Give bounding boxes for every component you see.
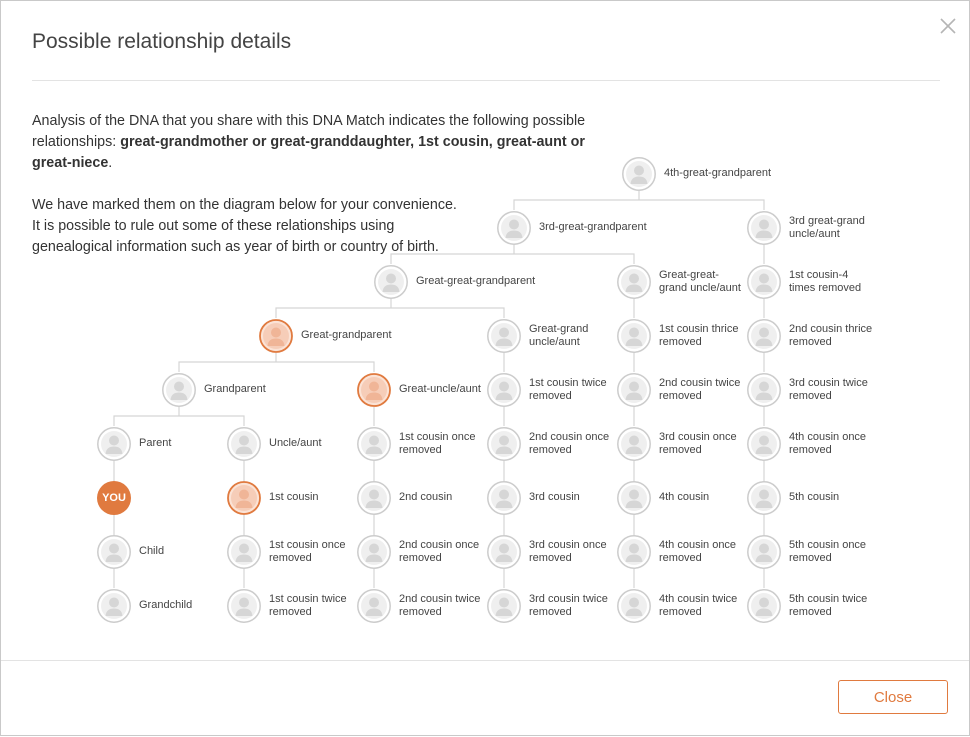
label-line-2: uncle/aunt (529, 336, 580, 348)
label-line-1: 1st cousin once (269, 539, 346, 551)
person-node (617, 265, 651, 299)
label-line-1: Child (139, 545, 165, 557)
relationship-label (399, 383, 481, 396)
person-icon (259, 319, 293, 353)
person-icon (227, 589, 261, 623)
possible-relationships: great-grandmother or great-granddaughter, 1st cousin, great-aunt or great-niece (32, 134, 585, 171)
person-node (357, 535, 391, 569)
person-icon (487, 427, 521, 461)
label-line-2: removed (529, 606, 572, 618)
relationship-label (204, 383, 266, 396)
person-node (617, 427, 651, 461)
relationship-label (659, 593, 737, 619)
relationship-label (659, 323, 738, 349)
label-line-2: removed (789, 552, 832, 564)
relationship-label (659, 431, 737, 457)
label-line-2: removed (659, 336, 702, 348)
label-line-1: 2nd cousin twice (659, 377, 741, 389)
label-line-1: Uncle/aunt (269, 437, 322, 449)
person-icon (617, 265, 651, 299)
person-node (617, 319, 651, 353)
relationship-label (789, 539, 866, 565)
person-icon (374, 265, 408, 299)
label-line-2: removed (789, 606, 832, 618)
label-line-1: 2nd cousin (399, 491, 453, 503)
relationship-label (529, 431, 609, 457)
person-icon (487, 481, 521, 515)
label-line-2: times removed (789, 282, 862, 294)
relationship-label (659, 491, 709, 504)
label-line-1: 5th cousin (789, 491, 840, 503)
label-line-1: 4th cousin twice (659, 593, 738, 605)
person-node (357, 427, 391, 461)
relationship-label (529, 539, 607, 565)
person-icon (747, 373, 781, 407)
highlighted-person-node (357, 373, 391, 407)
person-node (97, 535, 131, 569)
person-icon (617, 535, 651, 569)
label-line-2: removed (399, 606, 442, 618)
person-node (747, 589, 781, 623)
relationship-label (789, 593, 867, 619)
person-node (622, 157, 656, 191)
person-icon (97, 535, 131, 569)
person-icon (227, 481, 261, 515)
relationship-label (139, 437, 171, 450)
person-icon (747, 319, 781, 353)
label-line-1: 3rd cousin (529, 491, 580, 503)
person-node (357, 589, 391, 623)
person-icon (747, 481, 781, 515)
label-line-1: 1st cousin (269, 491, 319, 503)
person-node (487, 373, 521, 407)
person-icon (162, 373, 196, 407)
label-line-1: 2nd cousin once (399, 539, 480, 551)
label-line-2: removed (659, 444, 702, 456)
person-node (747, 535, 781, 569)
relationship-label (789, 491, 839, 504)
person-icon (747, 265, 781, 299)
label-line-1: Grandparent (204, 383, 266, 395)
relationship-label (399, 431, 475, 457)
person-icon (357, 589, 391, 623)
label-line-1: Great-great-grandparent (416, 275, 536, 287)
label-line-1: Parent (139, 437, 172, 449)
person-node (617, 589, 651, 623)
label-line-1: 3rd-great-grandparent (539, 221, 647, 233)
person-icon (357, 535, 391, 569)
relationship-label (529, 593, 608, 619)
person-node (617, 535, 651, 569)
relationship-label (301, 329, 392, 342)
close-button[interactable]: Close (838, 680, 948, 714)
label-line-2: removed (659, 606, 702, 618)
person-icon (487, 373, 521, 407)
relationship-label (789, 215, 865, 241)
person-icon (617, 319, 651, 353)
relationship-label (659, 269, 741, 295)
label-line-1: 3rd cousin once (529, 539, 607, 551)
relationship-label (399, 593, 480, 619)
person-node (374, 265, 408, 299)
relationship-label (399, 539, 479, 565)
label-line-1: Great-grand (529, 323, 589, 335)
person-icon (227, 535, 261, 569)
intro-suffix: . (108, 155, 113, 171)
label-line-2: removed (399, 552, 442, 564)
label-line-2: removed (529, 390, 572, 402)
relationship-label (269, 593, 347, 619)
person-node (747, 211, 781, 245)
intro-prefix: Analysis of the DNA that you share with this DNA Match indicates the following possible relationships: (32, 113, 586, 150)
person-icon (617, 373, 651, 407)
relationship-tree (1, 1, 970, 737)
relationship-label (529, 491, 580, 504)
footer-divider (1, 660, 969, 661)
person-node (497, 211, 531, 245)
label-line-1: Great-great- (659, 269, 719, 281)
label-line-2: removed (529, 444, 572, 456)
label-line-1: 2nd cousin twice (399, 593, 481, 605)
person-node (227, 427, 261, 461)
label-line-2: removed (659, 552, 702, 564)
relationship-label (529, 377, 607, 403)
person-node (487, 589, 521, 623)
highlighted-person-node (227, 481, 261, 515)
person-icon (497, 211, 531, 245)
label-line-1: Grandchild (139, 599, 193, 611)
person-icon (747, 427, 781, 461)
relationship-label (529, 323, 588, 349)
relationship-label (789, 323, 872, 349)
relationship-label (139, 599, 192, 612)
you-node: YOU (97, 481, 131, 515)
person-icon (487, 319, 521, 353)
person-icon (97, 427, 131, 461)
person-node (97, 427, 131, 461)
label-line-1: 3rd cousin once (659, 431, 737, 443)
person-icon (357, 373, 391, 407)
relationship-label (269, 437, 322, 450)
person-node (487, 481, 521, 515)
person-icon (747, 535, 781, 569)
label-line-1: 3rd great-grand (789, 215, 865, 227)
person-icon (97, 589, 131, 623)
person-icon (617, 481, 651, 515)
label-line-2: removed (269, 606, 312, 618)
person-icon (227, 427, 261, 461)
person-node (747, 373, 781, 407)
highlighted-person-node (259, 319, 293, 353)
person-node (487, 427, 521, 461)
label-line-2: removed (659, 390, 702, 402)
label-line-1: Great-uncle/aunt (399, 383, 481, 395)
relationship-label (664, 167, 771, 180)
person-icon (747, 211, 781, 245)
person-icon (622, 157, 656, 191)
label-line-1: 1st cousin twice (529, 377, 607, 389)
relationship-label (269, 539, 345, 565)
label-line-2: grand uncle/aunt (659, 282, 741, 294)
label-line-2: uncle/aunt (789, 228, 840, 240)
person-node (227, 535, 261, 569)
label-line-1: 2nd cousin thrice (789, 323, 873, 335)
person-icon (357, 427, 391, 461)
person-icon (357, 481, 391, 515)
relationship-label (399, 491, 452, 504)
person-node (487, 319, 521, 353)
label-line-2: removed (789, 444, 832, 456)
person-node (747, 319, 781, 353)
person-node (747, 481, 781, 515)
person-icon (617, 589, 651, 623)
relationship-label (659, 377, 740, 403)
label-line-2: removed (399, 444, 442, 456)
person-node (227, 589, 261, 623)
label-line-2: removed (529, 552, 572, 564)
label-line-2: removed (789, 390, 832, 402)
label-line-2: removed (269, 552, 312, 564)
label-line-1: 1st cousin thrice (659, 323, 739, 335)
label-line-2: removed (789, 336, 832, 348)
label-line-1: 1st cousin-4 (789, 269, 849, 281)
person-icon (487, 535, 521, 569)
dialog-title: Possible relationship details (32, 30, 292, 53)
person-node (487, 535, 521, 569)
label-line-1: Great-grandparent (301, 329, 392, 341)
relationship-label (539, 221, 647, 234)
label-line-1: 2nd cousin once (529, 431, 610, 443)
label-line-1: 3rd cousin twice (529, 593, 608, 605)
relationship-label (139, 545, 164, 558)
person-icon (747, 589, 781, 623)
label-line-1: 4th cousin once (789, 431, 867, 443)
relationship-label (269, 491, 319, 504)
person-node (617, 481, 651, 515)
label-line-1: 1st cousin once (399, 431, 476, 443)
label-line-1: 4th cousin once (659, 539, 737, 551)
label-line-1: 3rd cousin twice (789, 377, 868, 389)
relationship-label (789, 431, 866, 457)
label-line-1: 4th cousin (659, 491, 710, 503)
person-node (357, 481, 391, 515)
person-node (617, 373, 651, 407)
person-node (97, 589, 131, 623)
relationship-label (789, 377, 868, 403)
person-icon (617, 427, 651, 461)
person-node (747, 427, 781, 461)
relationship-label (789, 269, 861, 295)
person-node (162, 373, 196, 407)
label-line-1: 5th cousin twice (789, 593, 868, 605)
label-line-1: 1st cousin twice (269, 593, 347, 605)
relationship-label (659, 539, 736, 565)
note-paragraph: We have marked them on the diagram below for your convenience. It is possible to rule out some of these relationships using genealogical information such as year of birth or country of birth. (32, 197, 457, 255)
label-line-1: 5th cousin once (789, 539, 867, 551)
person-icon (487, 589, 521, 623)
label-line-1: 4th-great-grandparent (664, 167, 772, 179)
relationship-label (416, 275, 535, 288)
person-node (747, 265, 781, 299)
